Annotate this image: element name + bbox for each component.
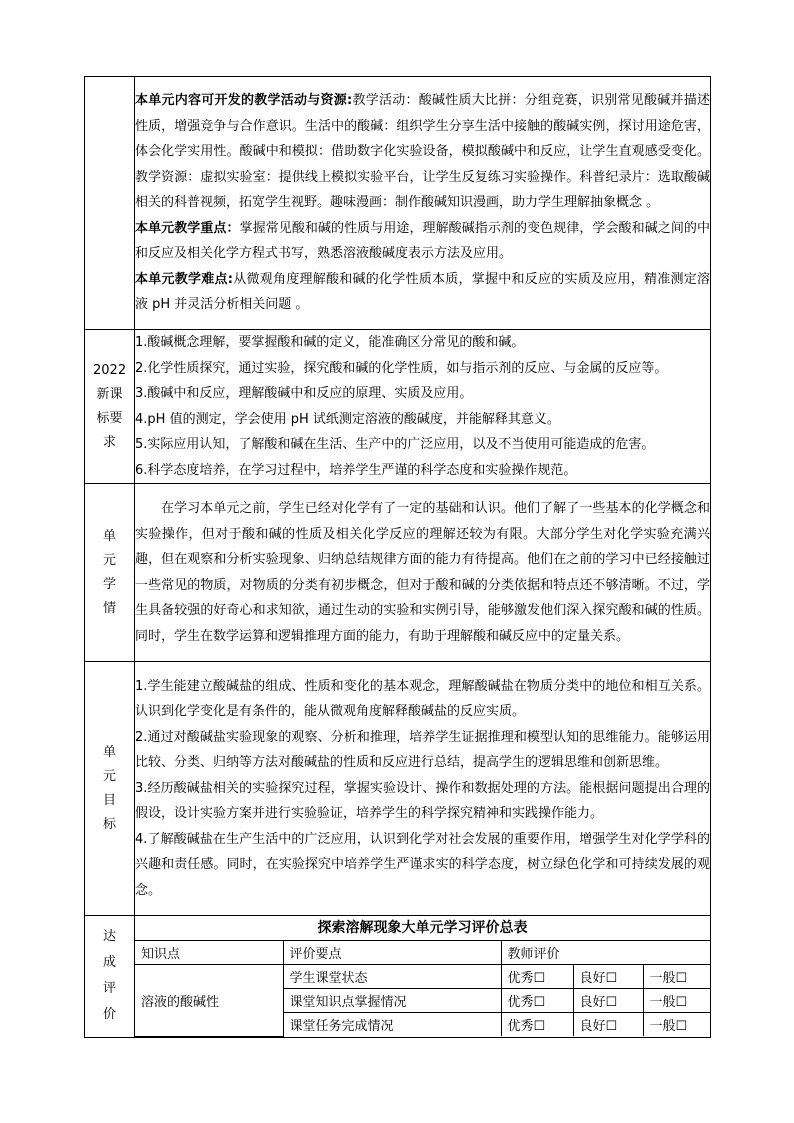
option-good-checkbox[interactable]: 良好☐	[573, 989, 643, 1013]
learner-text: 在学习本单元之前，学生已经对化学有了一定的基础和认识。他们了解了一些基本的化学概念和实验操作，但对于酸和碱的性质及相关化学反应的理解还较为有限。大部分学生对化学实验充满兴趣，但在观察和分析实验现象、归纳总结规律方面的能力有待提高。他们在之前的学习中已经接触过一些常见的物质，对物质的分类有初步概念，但对于酸和碱的分类依据和特点还不够清晰。不过，学生具备较强的好奇心和求知欲，通过生动的实验和实例引导，能够激发他们深入探究酸和碱的性质。同时，学生在数学运算和逻辑推理方面的能力，有助于理解酸和碱反应中的定量关系。	[135, 501, 710, 644]
standards-item: 4.pH 值的测定，学会使用 pH 试纸测定溶液的酸碱度，并能解释其意义。	[135, 411, 560, 427]
learner-cell	[135, 484, 711, 662]
unit-plan-table	[84, 76, 711, 1038]
criteria-text: 课堂任务完成情况	[283, 1013, 501, 1037]
key-points-heading: 本单元教学重点	[135, 220, 227, 236]
header-criteria: 评价要点	[283, 941, 501, 965]
activities-sep: :	[347, 93, 353, 109]
difficulties-paragraph	[135, 267, 710, 318]
standards-item: 6.科学态度培养，在学习过程中，培养学生严谨的科学态度和实验操作规范。	[135, 462, 577, 478]
activities-paragraph	[135, 88, 710, 216]
activities-label-cell	[85, 77, 135, 330]
option-excellent-checkbox[interactable]: 优秀☐	[501, 965, 573, 989]
document-page	[84, 76, 710, 1038]
option-excellent-checkbox[interactable]: 优秀☐	[501, 1013, 573, 1037]
evaluation-table	[135, 941, 711, 1037]
evaluation-header-row	[135, 941, 711, 965]
option-average-checkbox[interactable]: 一般☐	[643, 1013, 711, 1037]
header-teacher-eval: 教师评价	[501, 941, 711, 965]
standards-cell	[135, 330, 711, 484]
learner-label: 单元学情	[85, 484, 135, 662]
standards-label: 2022新课标要求	[85, 330, 135, 484]
activities-cell	[135, 77, 711, 330]
standards-item: 2.化学性质探究，通过实验，探究酸和碱的化学性质，如与指示剂的反应、与金属的反应等。	[135, 360, 668, 376]
option-average-checkbox[interactable]: 一般☐	[643, 965, 711, 989]
option-good-checkbox[interactable]: 良好☐	[573, 1013, 643, 1037]
goals-row	[85, 662, 711, 916]
option-excellent-checkbox[interactable]: 优秀☐	[501, 989, 573, 1013]
key-points-paragraph	[135, 216, 710, 267]
goals-label: 单元目标	[85, 662, 135, 916]
evaluation-row-item	[135, 965, 711, 989]
standards-item: 5.实际应用认知，了解酸和碱在生活、生产中的广泛应用，以及不当使用可能造成的危害。	[135, 437, 655, 452]
evaluation-label: 达成评价	[85, 916, 135, 1038]
goal-item: 3.经历酸碱盐相关的实验探究过程，掌握实验设计、操作和数据处理的方法。能根据问题提出合理的假设，设计实验方案并进行实验验证，培养学生的科学探究精神和实践操作能力。	[135, 780, 710, 822]
difficulties-heading: 本单元教学难点	[135, 271, 228, 287]
criteria-text: 课堂知识点掌握情况	[283, 989, 501, 1013]
standards-item: 3.酸碱中和反应，理解酸碱中和反应的原理、实质及应用。	[135, 386, 473, 401]
goal-item: 4.了解酸碱盐在生产生活中的广泛应用，认识到化学对社会发展的重要作用，增强学生对化学学科的兴趣和责任感。同时，在实验探究中培养学生严谨求实的科学态度，树立绿色化学和可持续发展的观念。	[135, 831, 710, 898]
evaluation-row	[85, 916, 711, 1038]
learner-row	[85, 484, 711, 662]
standards-item: 1.酸碱概念理解，要掌握酸和碱的定义，能准确区分常见的酸和碱。	[135, 335, 525, 350]
goal-item: 1.学生能建立酸碱盐的组成、性质和变化的基本观念，理解酸碱盐在物质分类中的地位和相互关系。认识到化学变化是有条件的，能从微观角度解释酸碱盐的反应实质。	[135, 678, 710, 720]
goal-item: 2.通过对酸碱盐实验现象的观察、分析和推理，培养学生证据推理和模型认知的思维能力。能够运用比较、分类、归纳等方法对酸碱盐的性质和反应进行总结，提高学生的逻辑思维和创新思维。	[135, 729, 710, 771]
difficulties-sep: :	[227, 271, 233, 287]
option-average-checkbox[interactable]: 一般☐	[643, 989, 711, 1013]
criteria-text: 学生课堂状态	[283, 965, 501, 989]
header-knowledge: 知识点	[135, 941, 283, 965]
evaluation-title: 探索溶解现象大单元学习评价总表	[135, 916, 710, 941]
knowledge-point: 溶液的酸碱性	[135, 965, 283, 1037]
activities-row	[85, 77, 711, 330]
difficulties-text: 从微观角度理解酸和碱的化学性质本质，掌握中和反应的实质及应用，精准测定溶液 pH 并灵活分析相关问题 。	[135, 271, 710, 313]
activities-text: 教学活动：酸碱性质大比拼：分组竞赛，识别常见酸碱并描述性质，增强竞争与合作意识。生活中的酸碱：组织学生分享生活中接触的酸碱实例，探讨用途危害，体会化学实用性。酸碱中和模拟：借助数字化实验设备，模拟酸碱中和反应，让学生直观感受变化。教学资源：虚拟实验室：提供线上模拟实验平台，让学生反复练习实验操作。科普纪录片：选取酸碱相关的科普视频，拓宽学生视野。趣味漫画：制作酸碱知识漫画，助力学生理解抽象概念 。	[135, 93, 710, 211]
standards-row	[85, 330, 711, 484]
goals-cell	[135, 662, 711, 916]
evaluation-cell	[135, 916, 711, 1038]
activities-heading: 本单元内容可开发的教学活动与资源	[135, 93, 348, 109]
key-points-text: 掌握常见酸和碱的性质与用途，理解酸碱指示剂的变色规律，学会酸和碱之间的中和反应及相关化学方程式书写，熟悉溶液酸碱度表示方法及应用。	[135, 220, 710, 262]
key-points-sep: ：	[226, 220, 240, 236]
option-good-checkbox[interactable]: 良好☐	[573, 965, 643, 989]
